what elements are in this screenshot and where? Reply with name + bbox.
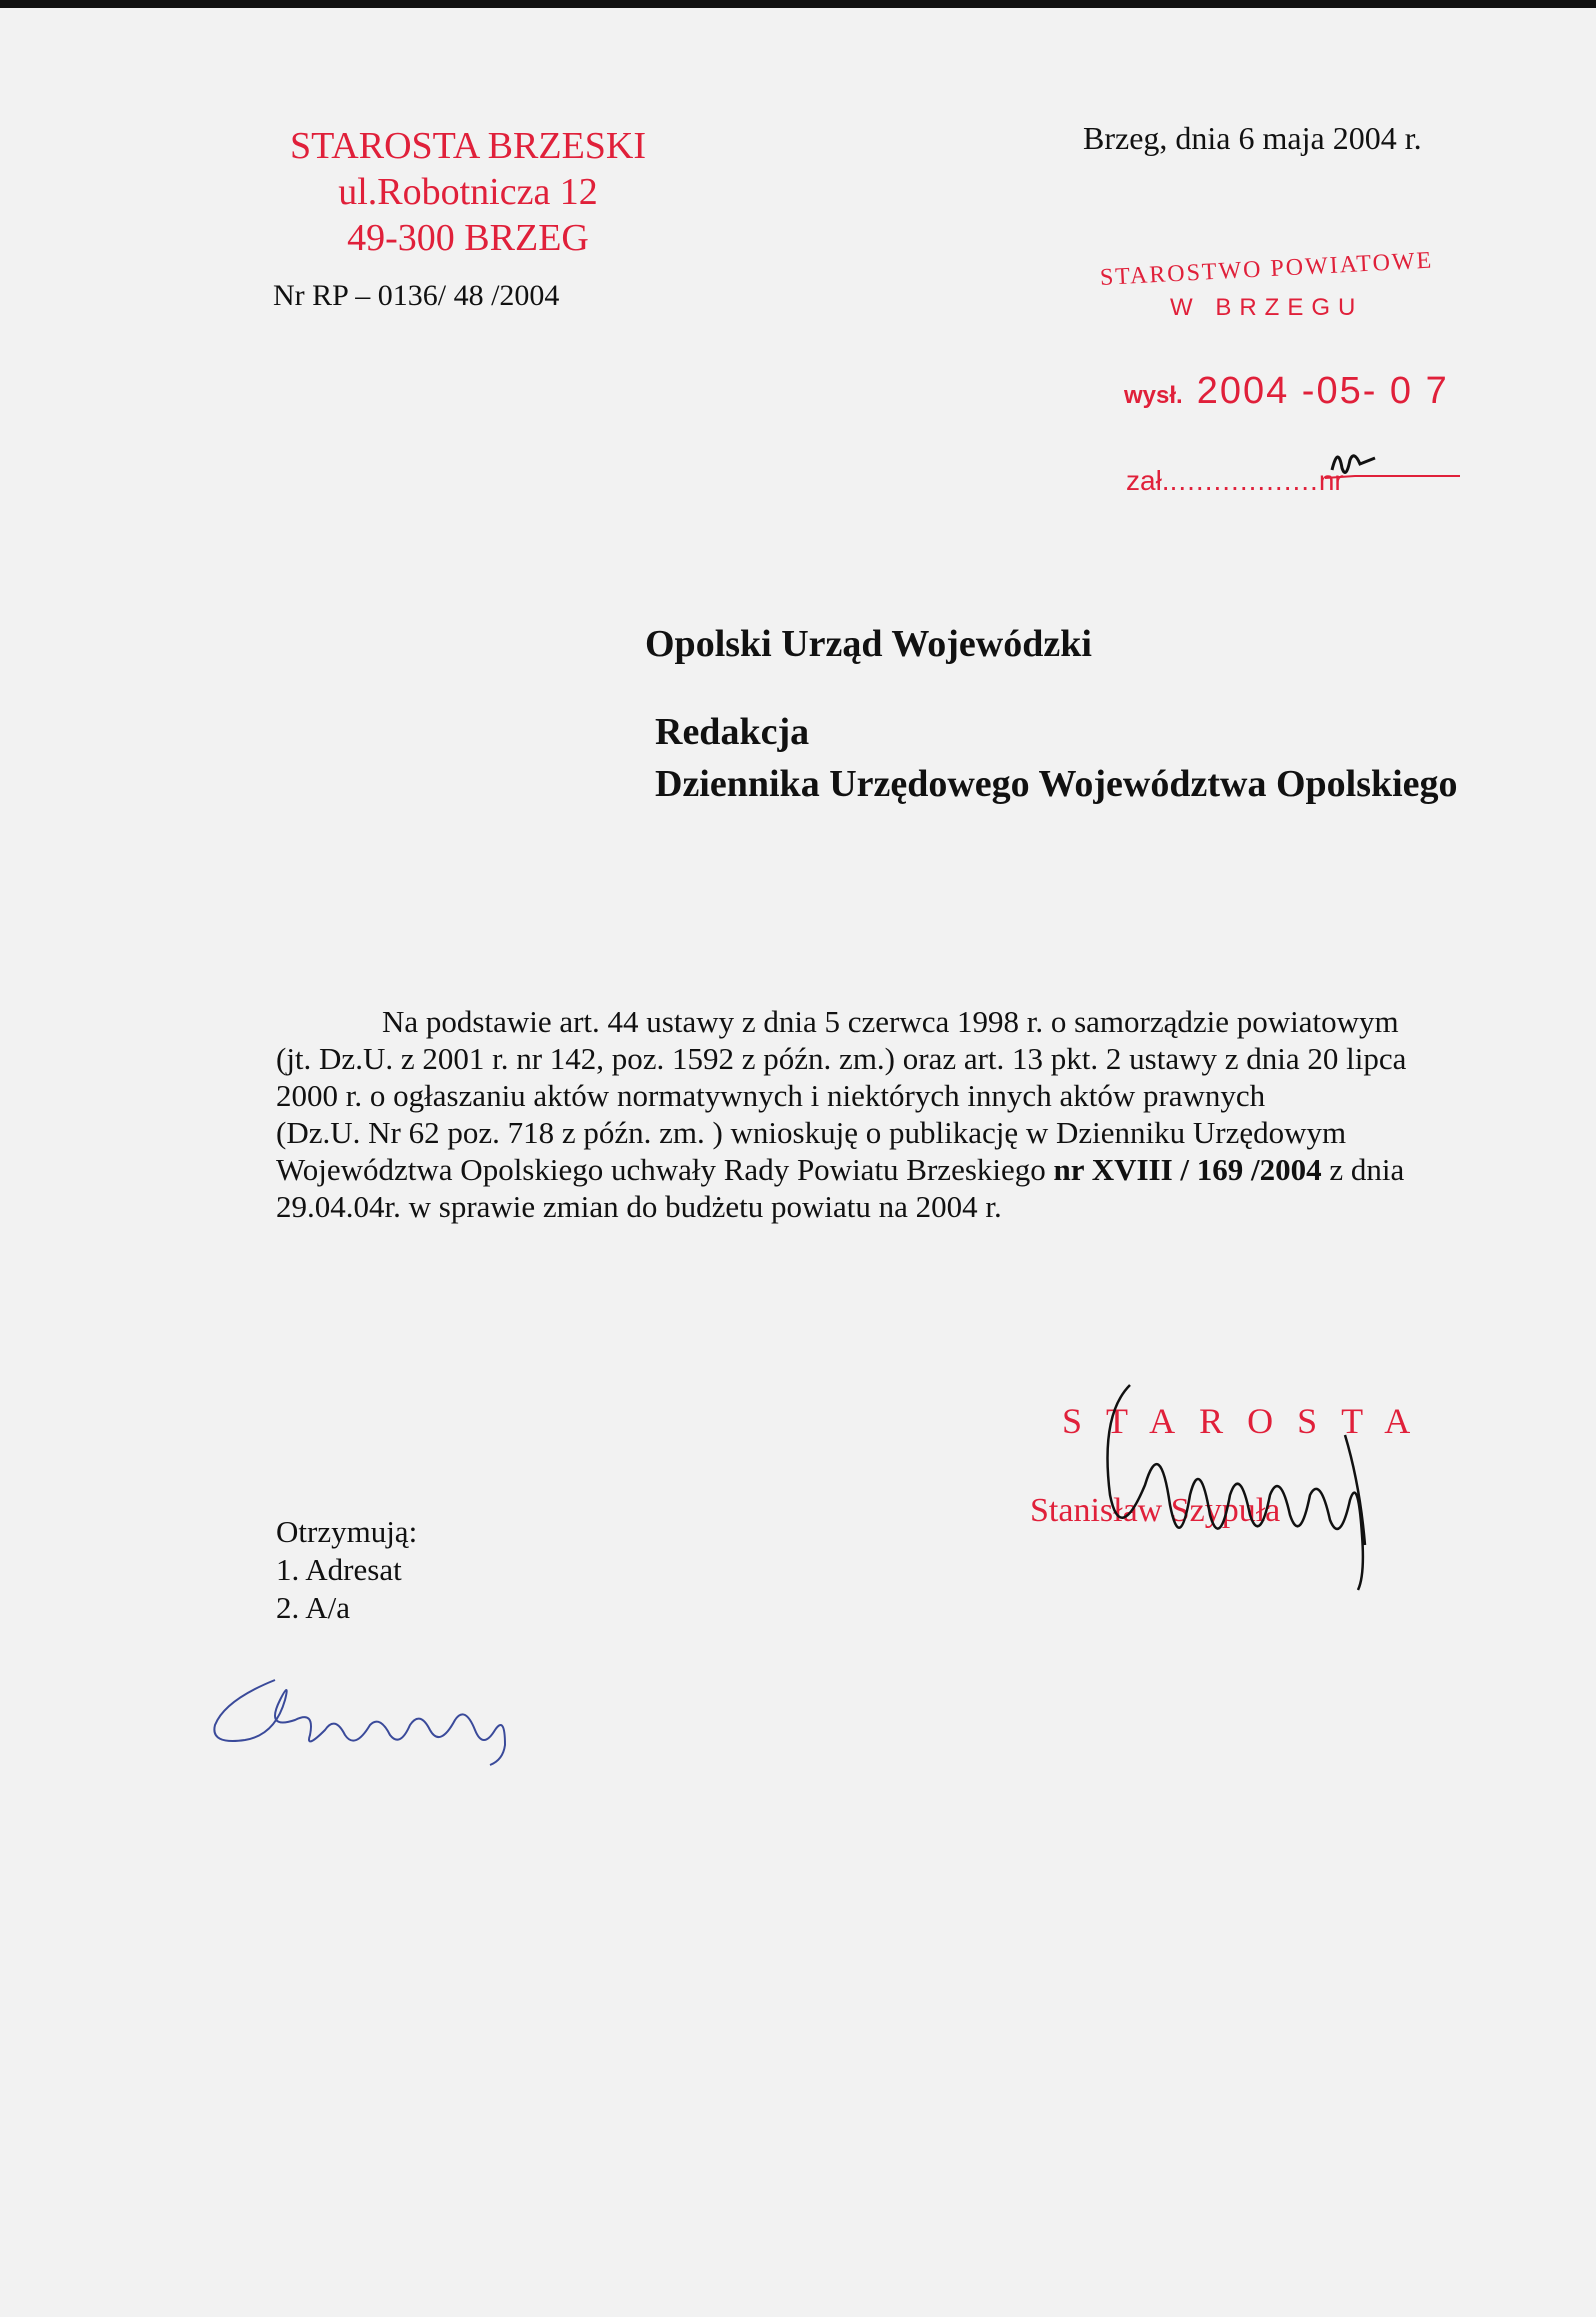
sent-label: wysł.	[1124, 382, 1183, 409]
handwritten-signature	[1090, 1375, 1470, 1615]
signature-name: Stanisław Szypuła	[1030, 1492, 1281, 1529]
body-line: 29.04.04r. w sprawie zmian do budżetu powiatu na 2004 r.	[276, 1189, 1002, 1224]
signature-title: STAROSTA	[1062, 1401, 1435, 1441]
sent-date-stamp	[1124, 370, 1449, 413]
body-line: 2000 r. o ogłaszaniu aktów normatywnych i niektórych innych aktów prawnych	[276, 1078, 1266, 1113]
resolution-number: nr XVIII / 169 /2004	[1053, 1152, 1322, 1187]
enclosure-dots: .................	[1169, 465, 1319, 496]
clerk-signature	[205, 1660, 535, 1770]
scan-edge	[0, 0, 1596, 8]
reference-number: Nr RP – 0136/ 48 /2004	[273, 279, 560, 312]
sent-date: 2004 -05- 0 7	[1196, 370, 1449, 412]
sender-city: 49-300 BRZEG	[347, 217, 589, 259]
recipient-publication: Dziennika Urzędowego Województwa Opolskiego	[655, 763, 1458, 805]
enclosure-initial-signature	[1320, 440, 1470, 490]
office-stamp	[1099, 247, 1480, 322]
number-label: nr	[1318, 465, 1344, 496]
letter-body	[276, 1003, 1516, 1225]
office-stamp-line2: W BRZEGU	[1170, 294, 1364, 321]
distribution-heading: Otrzymują:	[276, 1514, 418, 1549]
recipient-organization: Opolski Urząd Wojewódzki	[645, 623, 1092, 665]
distribution-item: 2. A/a	[276, 1590, 351, 1625]
distribution-list	[276, 1513, 417, 1627]
sender-name: STAROSTA BRZESKI	[289, 125, 647, 167]
sender-stamp	[268, 123, 668, 261]
body-line: (Dz.U. Nr 62 poz. 718 z późn. zm. ) wnioskuję o publikację w Dzienniku Urzędowym	[276, 1115, 1347, 1150]
body-line: Na podstawie art. 44 ustawy z dnia 5 czerwca 1998 r. o samorządzie powiatowym	[382, 1004, 1399, 1039]
sender-street: ul.Robotnicza 12	[338, 171, 598, 213]
enclosure-row	[1126, 465, 1344, 497]
recipient-department: Redakcja	[655, 711, 810, 753]
body-text: Województwa Opolskiego uchwały Rady Powiatu Brzeskiego	[276, 1152, 1054, 1187]
letter-date: Brzeg, dnia 6 maja 2004 r.	[1083, 120, 1422, 156]
body-line	[276, 1151, 1516, 1188]
distribution-item: 1. Adresat	[276, 1552, 402, 1587]
office-stamp-line1: STAROSTWO POWIATOWE	[1099, 247, 1434, 291]
enclosure-label: zał.	[1126, 465, 1170, 496]
body-line: (jt. Dz.U. z 2001 r. nr 142, poz. 1592 z późn. zm.) oraz art. 13 pkt. 2 ustawy z dnia 20 lipca	[276, 1041, 1407, 1076]
body-text: z dnia	[1321, 1152, 1405, 1187]
